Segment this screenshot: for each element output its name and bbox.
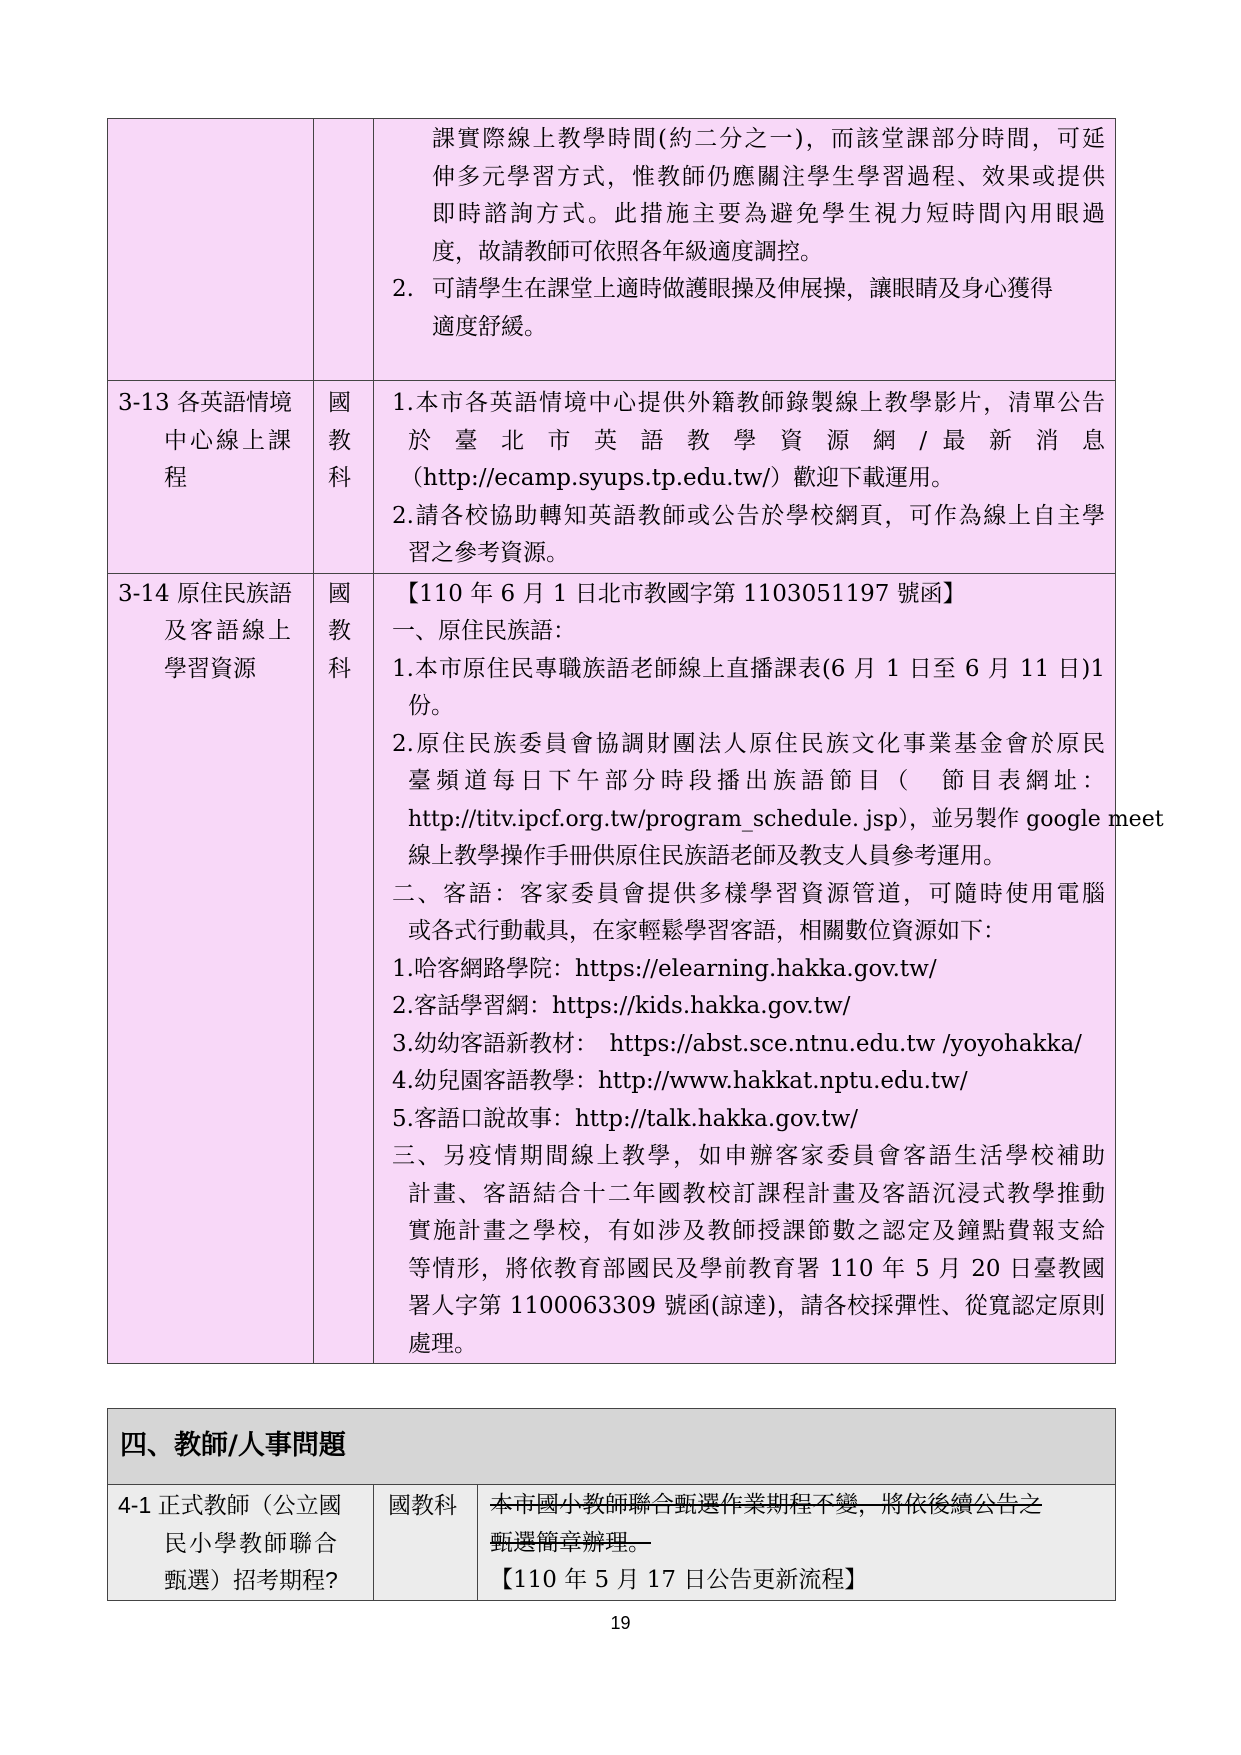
- unit-cell: [314, 381, 374, 574]
- struck-line: 本市國小教師聯合甄選作業期程不變，將依後續公告之: [490, 1492, 1042, 1518]
- unit-char: 教: [328, 618, 351, 644]
- content-line: 課實際線上教學時間(約二分之一)，而該堂課部分時間，可延: [432, 126, 1105, 152]
- content-cell: [374, 573, 1164, 1364]
- content-cell: [374, 119, 1116, 381]
- topic-line: 民小學教師聯合: [164, 1529, 339, 1556]
- content-line: 1.本市各英語情境中心提供外籍教師錄製線上教學影片，清單公告: [392, 390, 1105, 416]
- content-line: 習之參考資源。: [408, 540, 569, 566]
- content-line: 2.客話學習網：https://kids.hakka.gov.tw/: [392, 993, 851, 1019]
- topic-line: 甄選）招考期程?: [164, 1567, 338, 1593]
- content-line: 伸多元學習方式，惟教師仍應關注學生學習過程、效果或提供: [432, 163, 1105, 190]
- unit-char: 教: [328, 427, 351, 454]
- unit-text: 國教科: [388, 1492, 457, 1518]
- content-line: 即時諮詢方式。此措施主要為避免學生視力短時間內用眼過: [432, 201, 1105, 227]
- section-header-cell: [108, 1409, 1116, 1485]
- content-line: 二、客語：客家委員會提供多樣學習資源管道，可隨時使用電腦: [392, 880, 1105, 907]
- content-line: 署人字第 1100063309 號函(諒達)，請各校採彈性、從寬認定原則: [408, 1293, 1105, 1319]
- topic-cell: [108, 381, 314, 574]
- list-item: [392, 271, 1105, 309]
- section4-table: [107, 1408, 1116, 1601]
- content-line: 適度舒緩。: [432, 313, 547, 340]
- content-line: （http://ecamp.syups.tp.edu.tw/）歡迎下載運用。: [400, 465, 955, 491]
- topic-line: 3-13 各英語情境: [118, 390, 292, 416]
- content-line: 4.幼兒園客語教學：http://www.hakkat.nptu.edu.tw/: [392, 1068, 968, 1094]
- content-line: http://titv.ipcf.org.tw/program_schedule. jsp），並另製作 google meet: [408, 806, 1164, 832]
- content-line: 【110 年 5 月 17 日公告更新流程】: [490, 1567, 868, 1593]
- unit-char: 科: [328, 655, 351, 682]
- struck-line: 甄選簡章辦理。: [490, 1529, 651, 1556]
- unit-cell: [314, 119, 374, 381]
- topic-cell: [108, 573, 314, 1364]
- row-4-1: [108, 1485, 1116, 1601]
- content-line: 1.本市原住民專職族語老師線上直播課表(6 月 1 日至 6 月 11 日)1: [392, 655, 1105, 682]
- content-line: 或各式行動載具，在家輕鬆學習客語，相關數位資源如下：: [408, 918, 1006, 944]
- topic-line: 學習資源: [164, 655, 256, 682]
- topic-cell: [108, 119, 314, 381]
- row-3-14: [108, 573, 1116, 1364]
- content-line: 臺頻道每日下午部分時段播出族語節目（ 節目表網址：: [408, 768, 1105, 794]
- content-line: 【110 年 6 月 1 日北市教國字第 1103051197 號函】: [396, 580, 966, 607]
- topic-line: 及客語線上: [164, 618, 294, 644]
- page-number: 19: [610, 1613, 631, 1633]
- unit-char: 科: [328, 465, 351, 491]
- unit-char: 國: [328, 580, 351, 607]
- content-line: 一、原住民族語：: [392, 618, 576, 644]
- section3-table: [107, 118, 1164, 1364]
- content-line: 份。: [408, 693, 454, 719]
- topic-cell: [108, 1485, 374, 1601]
- content-line: 處理。: [408, 1330, 477, 1357]
- content-line: 可請學生在課堂上適時做護眼操及伸展操，讓眼睛及身心獲得: [432, 276, 1053, 302]
- topic-line: 3-14 原住民族語: [118, 580, 292, 607]
- content-line: 1.哈客網路學院：https://elearning.hakka.gov.tw/: [392, 955, 937, 982]
- content-line: 計畫、客語結合十二年國教校訂課程計畫及客語沉浸式教學推動: [408, 1180, 1105, 1207]
- row-3-13: [108, 381, 1116, 574]
- item-number: 2.: [392, 276, 414, 302]
- content-cell: [374, 381, 1116, 574]
- content-cell: [478, 1485, 1116, 1601]
- content-line: 等情形，將依教育部國民及學前教育署 110 年 5 月 20 日臺教國: [408, 1255, 1105, 1282]
- content-line: 度，故請教師可依照各年級適度調控。: [432, 238, 823, 265]
- row-continuation: [108, 119, 1116, 381]
- content-line: 於 臺 北 市 英 語 教 學 資 源 網 / 最 新 消 息: [408, 427, 1105, 454]
- topic-line: 程: [164, 465, 187, 491]
- topic-line: 4-1 正式教師（公立國: [118, 1492, 342, 1518]
- content-line: 2.請各校協助轉知英語教師或公告於學校網頁，可作為線上自主學: [392, 502, 1105, 529]
- unit-cell: [374, 1485, 478, 1601]
- section-header-row: [108, 1409, 1116, 1485]
- content-line: 3.幼幼客語新教材： https://abst.sce.ntnu.edu.tw /yoyohakka/: [392, 1030, 1082, 1057]
- topic-line: 中心線上課: [164, 427, 294, 454]
- content-line: 線上教學操作手冊供原住民族語老師及教支人員參考運用。: [408, 843, 1006, 869]
- content-line: 2.原住民族委員會協調財團法人原住民族文化事業基金會於原民: [392, 730, 1105, 757]
- unit-cell: [314, 573, 374, 1364]
- section-title: 四、教師/人事問題: [120, 1430, 346, 1461]
- content-line: 實施計畫之學校，有如涉及教師授課節數之認定及鐘點費報支給: [408, 1218, 1105, 1244]
- unit-char: 國: [328, 390, 351, 416]
- content-line: 三、另疫情期間線上教學，如申辦客家委員會客語生活學校補助: [392, 1143, 1105, 1169]
- content-line: 5.客語口說故事：http://talk.hakka.gov.tw/: [392, 1105, 859, 1132]
